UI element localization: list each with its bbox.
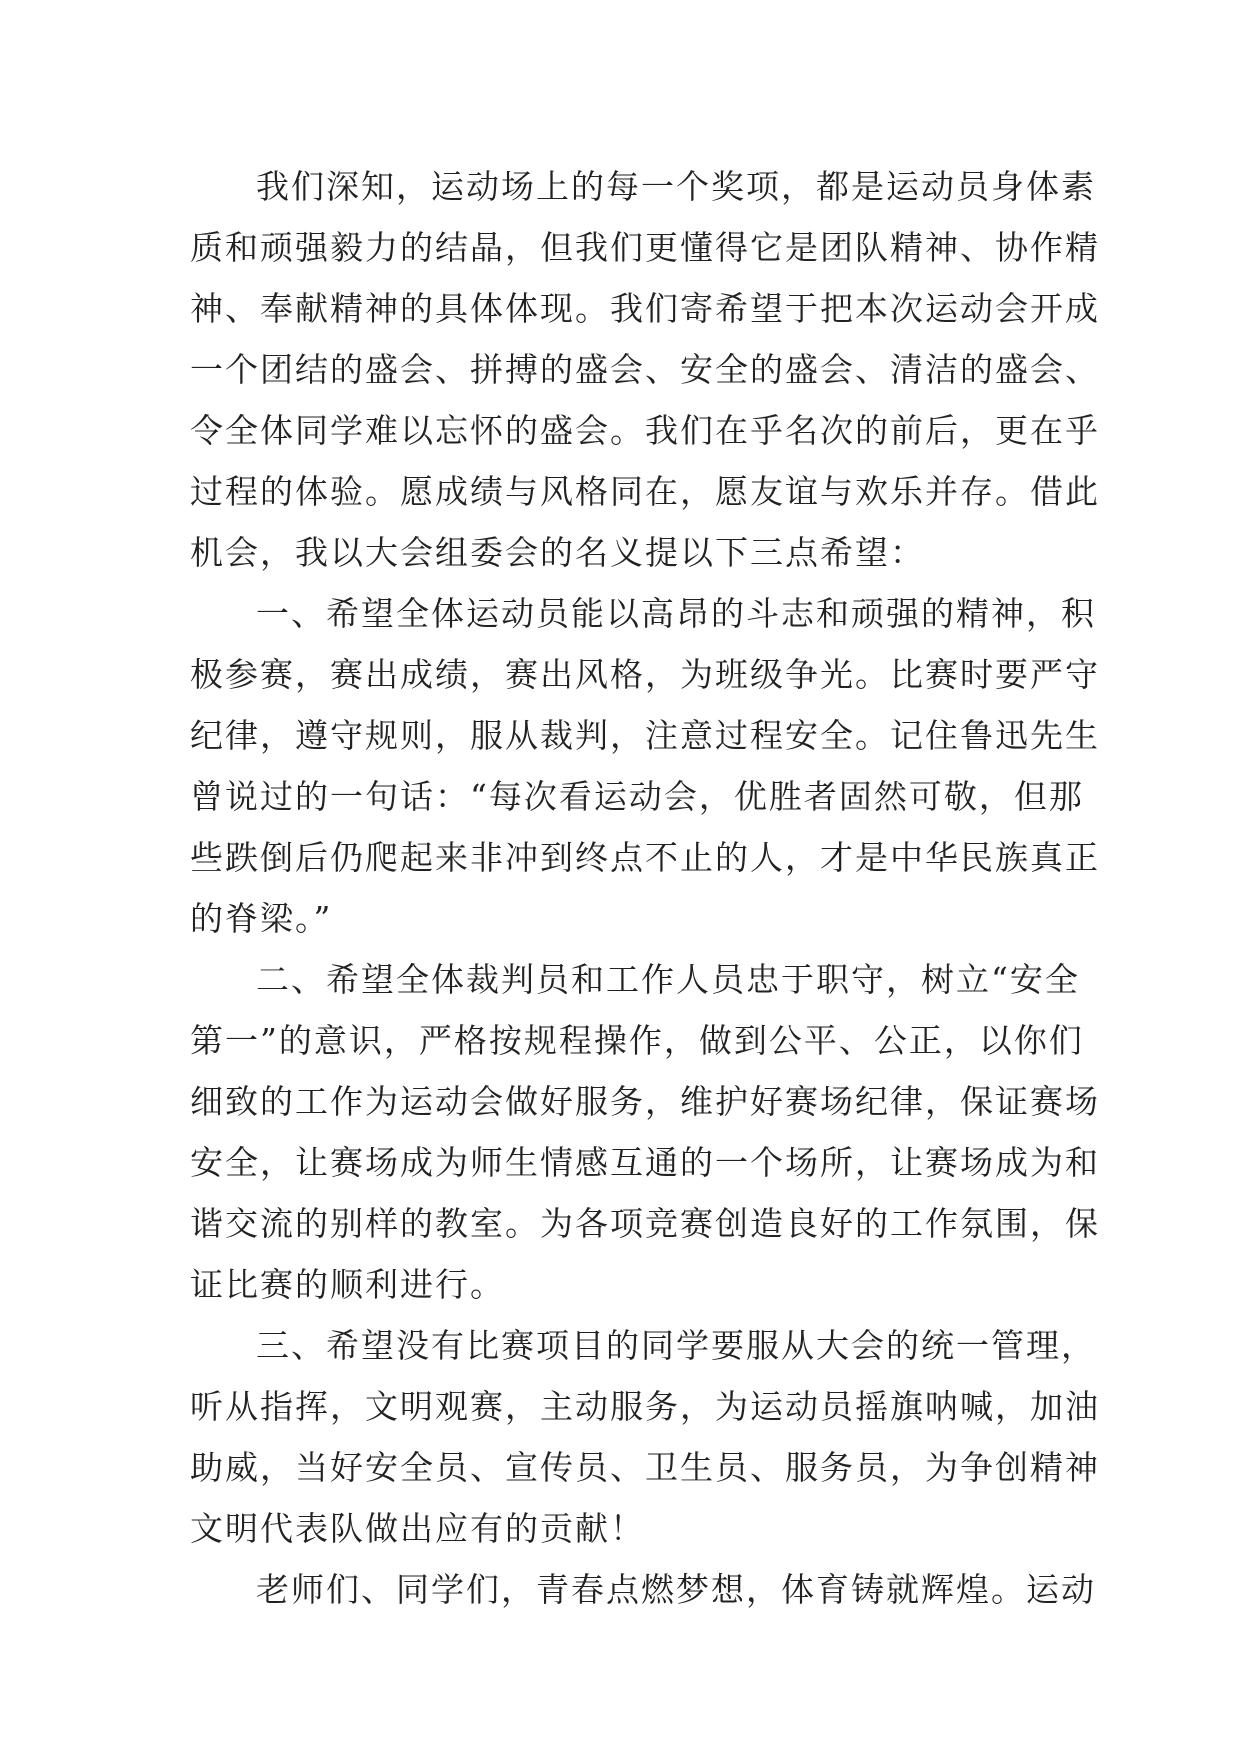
paragraph-line: 我们深知，运动场上的每一个奖项，都是运动员身体素 xyxy=(256,167,1096,206)
paragraph-line: 助威，当好安全员、宣传员、卫生员、服务员，为争创精神 xyxy=(190,1448,1100,1487)
paragraph-line: 文明代表队做出应有的贡献！ xyxy=(190,1509,645,1548)
paragraph-line: 质和顽强毅力的结晶，但我们更懂得它是团队精神、协作精 xyxy=(190,228,1100,267)
paragraph-line: 过程的体验。愿成绩与风格同在，愿友谊与欢乐并存。借此 xyxy=(190,472,1100,511)
paragraph-line: 谐交流的别样的教室。为各项竞赛创造良好的工作氛围，保 xyxy=(190,1204,1100,1243)
paragraph-line: 细致的工作为运动会做好服务，维护好赛场纪律，保证赛场 xyxy=(190,1082,1100,1121)
paragraph-line: 听从指挥，文明观赛，主动服务，为运动员摇旗呐喊，加油 xyxy=(190,1387,1100,1426)
paragraph-line: 的脊梁。” xyxy=(190,899,333,938)
paragraph-line: 极参赛，赛出成绩，赛出风格，为班级争光。比赛时要严守 xyxy=(190,655,1100,694)
paragraph-line: 第一”的意识，严格按规程操作，做到公平、公正，以你们 xyxy=(190,1021,1084,1060)
paragraph-line: 老师们、同学们，青春点燃梦想，体育铸就辉煌。运动 xyxy=(256,1570,1096,1609)
paragraph-line: 一、希望全体运动员能以高昂的斗志和顽强的精神，积 xyxy=(256,594,1096,633)
paragraph-line: 一个团结的盛会、拼搏的盛会、安全的盛会、清洁的盛会、 xyxy=(190,350,1100,389)
paragraph-line: 证比赛的顺利进行。 xyxy=(190,1265,505,1304)
paragraph-line: 三、希望没有比赛项目的同学要服从大会的统一管理， xyxy=(256,1326,1096,1365)
paragraph-line: 神、奉献精神的具体体现。我们寄希望于把本次运动会开成 xyxy=(190,289,1100,328)
document-body xyxy=(190,156,1100,1620)
paragraph-line: 安全，让赛场成为师生情感互通的一个场所，让赛场成为和 xyxy=(190,1143,1100,1182)
paragraph-line: 二、希望全体裁判员和工作人员忠于职守，树立“安全 xyxy=(256,960,1080,999)
paragraph-line: 些跌倒后仍爬起来非冲到终点不止的人，才是中华民族真正 xyxy=(190,838,1100,877)
paragraph-line: 纪律，遵守规则，服从裁判，注意过程安全。记住鲁迅先生 xyxy=(190,716,1100,755)
paragraph-line: 曾说过的一句话：“每次看运动会，优胜者固然可敬，但那 xyxy=(190,777,1084,816)
paragraph-line: 令全体同学难以忘怀的盛会。我们在乎名次的前后，更在乎 xyxy=(190,411,1100,450)
paragraph-line: 机会，我以大会组委会的名义提以下三点希望： xyxy=(190,533,925,572)
